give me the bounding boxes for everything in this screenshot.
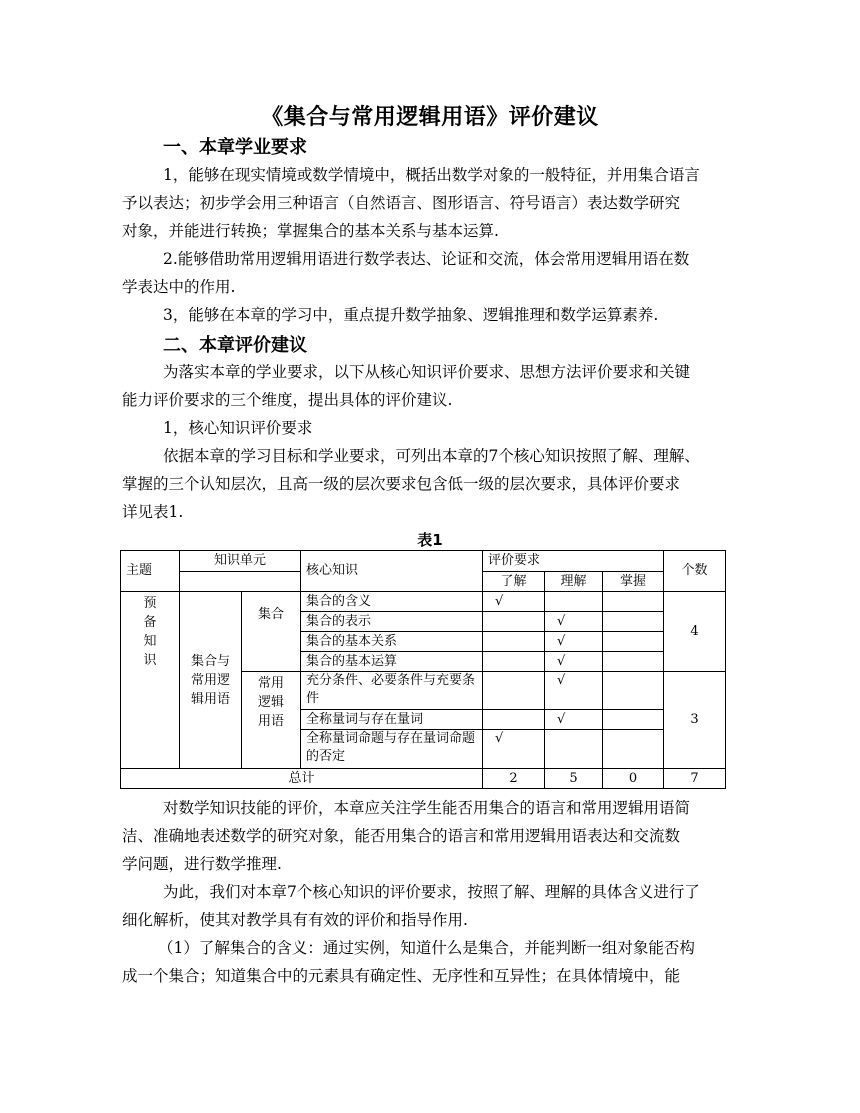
check-master: [603, 672, 664, 710]
check-master: [603, 632, 664, 652]
check-master: [603, 730, 664, 769]
paragraph-line: 细化解析，使其对教学具有有效的评价和指导作用.: [122, 911, 468, 929]
header-unit: 知识单元: [180, 551, 301, 572]
count-logic: 3: [664, 672, 726, 769]
header-core: 核心知识: [301, 551, 483, 592]
check-comprehend: [545, 592, 603, 612]
core-knowledge-cell: 集合的基本运算: [301, 652, 483, 672]
total-master: 0: [603, 769, 664, 789]
total-understand: 2: [483, 769, 545, 789]
paragraph-line: 学表达中的作用.: [122, 278, 236, 296]
paragraph-line: 为此，我们对本章7个核心知识的评价要求，按照了解、理解的具体含义进行了: [163, 883, 700, 901]
core-knowledge-cell: 集合的表示: [301, 612, 483, 632]
check-understand: [483, 672, 545, 710]
core-knowledge-cell: 全称量词与存在量词: [301, 710, 483, 730]
evaluation-table: [120, 550, 726, 789]
core-knowledge-cell: 全称量词命题与存在量词命题的否定: [301, 730, 483, 769]
table-caption: 表1: [417, 531, 443, 549]
unit-line: 常用逻: [190, 672, 230, 688]
sub-unit-logic-line: 用语: [258, 714, 285, 729]
sub-unit-logic-line: 常用: [258, 676, 285, 691]
paragraph-line: 依据本章的学习目标和学业要求，可列出本章的7个核心知识按照了解、理解、: [163, 447, 700, 465]
check-master: [603, 592, 664, 612]
paragraph-line: 对数学知识技能的评价，本章应关注学生能否用集合的语言和常用逻辑用语简: [163, 799, 691, 817]
paragraph-line: 1，能够在现实情境或数学情境中，概括出数学对象的一般特征，并用集合语言: [163, 166, 700, 184]
paragraph-line: 为落实本章的学业要求，以下从核心知识评价要求、思想方法评价要求和关键: [163, 363, 691, 381]
theme-char: 识: [143, 653, 157, 668]
theme-char: 知: [143, 634, 157, 649]
check-understand: √: [483, 730, 545, 769]
total-label: 总计: [121, 769, 483, 789]
check-comprehend: √: [545, 652, 603, 672]
header-understand: 了解: [483, 572, 545, 592]
check-understand: [483, 632, 545, 652]
total-count: 7: [664, 769, 726, 789]
sub-unit-sets: 集合: [242, 592, 301, 672]
check-comprehend: √: [545, 632, 603, 652]
check-comprehend: √: [545, 710, 603, 730]
check-understand: [483, 652, 545, 672]
paragraph-line: 3，能够在本章的学习中，重点提升数学抽象、逻辑推理和数学运算素养.: [163, 306, 659, 324]
check-understand: [483, 710, 545, 730]
header-comprehend: 理解: [545, 572, 603, 592]
header-master: 掌握: [603, 572, 664, 592]
paragraph-line: 2.能够借助常用逻辑用语进行数学表达、论证和交流，体会常用逻辑用语在数: [163, 250, 690, 268]
check-master: [603, 612, 664, 632]
check-master: [603, 652, 664, 672]
check-comprehend: [545, 730, 603, 769]
paragraph-line: 掌握的三个认知层次，且高一级的层次要求包含低一级的层次要求，具体评价要求: [122, 475, 681, 493]
sub-unit-logic: [242, 672, 301, 769]
sub-unit-logic-line: 逻辑: [258, 695, 285, 710]
paragraph-line: （1）了解集合的含义：通过实例，知道什么是集合，并能判断一组对象能否构: [158, 939, 695, 957]
subheading-core-knowledge: 1，核心知识评价要求: [163, 419, 313, 437]
theme-char: 备: [143, 615, 157, 630]
unit-cell: [180, 592, 242, 769]
theme-cell: [121, 592, 180, 769]
check-comprehend: √: [545, 612, 603, 632]
paragraph-line: 学问题，进行数学推理.: [122, 855, 282, 873]
check-master: [603, 710, 664, 730]
unit-line: 辑用语: [190, 691, 230, 707]
paragraph-line: 予以表达；初步学会用三种语言（自然语言、图形语言、符号语言）表达数学研究: [122, 194, 681, 212]
core-knowledge-cell: 集合的含义: [301, 592, 483, 612]
header-count: 个数: [664, 551, 726, 592]
header-eval: 评价要求: [483, 551, 664, 572]
paragraph-line: 能力评价要求的三个维度，提出具体的评价建议.: [122, 391, 453, 409]
theme-char: 预: [143, 596, 157, 611]
total-comprehend: 5: [545, 769, 603, 789]
check-comprehend: √: [545, 672, 603, 710]
header-unit-blank: [180, 572, 301, 592]
count-sets: 4: [664, 592, 726, 672]
core-knowledge-cell: 充分条件、必要条件与充要条件: [301, 672, 483, 710]
check-understand: [483, 612, 545, 632]
header-theme: 主题: [121, 551, 180, 592]
paragraph-line: 洁、准确地表述数学的研究对象，能否用集合的语言和常用逻辑用语表达和交流数: [122, 827, 681, 845]
unit-line: 集合与: [190, 653, 230, 669]
paragraph-line: 成一个集合；知道集合中的元素具有确定性、无序性和互异性；在具体情境中，能: [122, 967, 681, 985]
section-heading-evaluation: 二、本章评价建议: [163, 335, 307, 356]
check-understand: √: [483, 592, 545, 612]
section-heading-requirements: 一、本章学业要求: [163, 137, 307, 158]
document-title: 《集合与常用逻辑用语》评价建议: [261, 105, 599, 130]
paragraph-line: 对象，并能进行转换；掌握集合的基本关系与基本运算.: [122, 222, 499, 240]
core-knowledge-cell: 集合的基本关系: [301, 632, 483, 652]
paragraph-line: 详见表1.: [122, 503, 184, 521]
